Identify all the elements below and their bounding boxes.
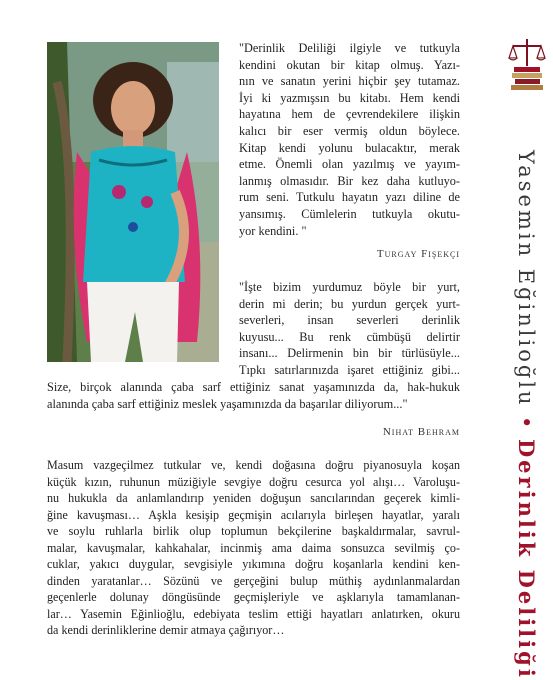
- quote-line: insanı... Delirmenin bin bir türlüsüyle...: [239, 346, 460, 361]
- description-line: lar… Yasemin Eğinlioğlu, edebiyata teslim ettiği hayatları anlatırken, okuru: [47, 606, 460, 621]
- description-line: Masum vazgeçilmez tutkular ve, kendi doğasına doğru piyanosuyla koşan: [47, 458, 460, 472]
- quote-line: rum seni. Tutkulu hayatın yazı diline de: [239, 190, 460, 205]
- book-description: [47, 457, 460, 639]
- description-line: malar, kavuşmalar, kahkahalar, incinmiş ama daima sonsuzca sevilmiş ço-: [47, 540, 460, 555]
- author-photo: [47, 42, 219, 362]
- quote-line: yor kendini. ": [239, 223, 307, 238]
- quote-line: kalıcı bir eser vermiş oldun böylece.: [239, 123, 460, 138]
- description-line: geçenlerle dolunay döngüsünde geçmişleriyle ve aşklarıyla tamamlanan-: [47, 590, 460, 604]
- quote-line: Tıpkı satırlarınızda işaret ettiğiniz gibi...: [239, 362, 460, 377]
- quote-line: hayatına hem de çevrendekilere ilişkin: [239, 107, 460, 122]
- quote-line: kuyusu... Bu renk cümbüşü delirtir: [239, 329, 460, 344]
- quote-line: lanmış olmasıdır. Bir kez daha kutluyo-: [239, 173, 460, 188]
- quote-line: "Derinlik Deliliği ilgiyle ve tutkuyla: [239, 41, 460, 55]
- quote-author-nihat: Nihat Behram: [382, 426, 460, 438]
- spine-separator: •: [514, 415, 538, 431]
- spine-author: Yasemin Eğinlioğlu: [514, 150, 538, 408]
- quote-line: İyi ki yazmışsın bu kitabı. Hem kendi: [239, 90, 460, 105]
- quote-turgay-fisekci: [239, 40, 460, 239]
- scales-of-justice-on-books-icon: [508, 36, 546, 92]
- quote-line: etme. Önemli olan yazılmış ve yayım-: [239, 157, 460, 172]
- description-line: da kendi derinliklerine demir atmaya çağırıyor…: [47, 623, 285, 637]
- description-line: küçük kızın, ruhunun müziğiyle sevgiye doğru cesurca yol alışı… Varoluşu-: [47, 474, 460, 489]
- quote-author-turgay: Turgay Fişekçi: [376, 248, 460, 260]
- quote-line: yansımış. Cümlelerin tutkuyla okutu-: [239, 206, 460, 221]
- quote-line: severleri, insan severleri derinlik: [239, 313, 460, 328]
- quote-line: kendini okutan bir kitap olmuş. Yazı-: [239, 57, 460, 72]
- quote-line: "İşte bizim yurdumuz böyle bir yurt,: [239, 280, 460, 294]
- description-line: dinden yaratanlar… Sözünü ve gerçeğini bulup müthiş aydınlanmalardan: [47, 573, 460, 588]
- quote-line: derin mi derin; bu yurdun gerçek yurt-: [239, 296, 460, 311]
- quote-line: Kitap kendi yolunu bulacaktır, merak: [239, 140, 460, 155]
- spine-title: Derinlik Deliliği: [514, 438, 539, 680]
- quote-line: alanında çaba sarf ettiğiniz meslek yaşamınızda da başarılar diliyorum...": [47, 396, 408, 411]
- quote-line: nın ve sanatın yerini hiçbir şey tutamaz.: [239, 74, 460, 89]
- quote-nihat-behram-continued: [47, 379, 460, 412]
- quote-line: Size, birçok alanında çaba sarf ettiğiniz sanat yaşamınızda da, hak-hukuk: [47, 380, 460, 394]
- description-line: cuklar, yakıcı duygular, sevgisiyle yıkımına doğru koşanlarla kendini ken-: [47, 557, 460, 571]
- description-line: ve soylu ruhlarla birlik olup toplumun bekçilerine başkaldırmalar, savrul-: [47, 524, 460, 538]
- book-spine: [514, 150, 539, 680]
- description-line: ğine kavuşması… Aşkla kesişip geçmişin acılarıyla birleşen hayatlar, yaralı: [47, 507, 460, 522]
- description-line: nu hukukla da anlamlandırıp yeniden doğuşun sancılarından geçerek kimli-: [47, 491, 460, 505]
- quote-nihat-behram: [239, 279, 460, 379]
